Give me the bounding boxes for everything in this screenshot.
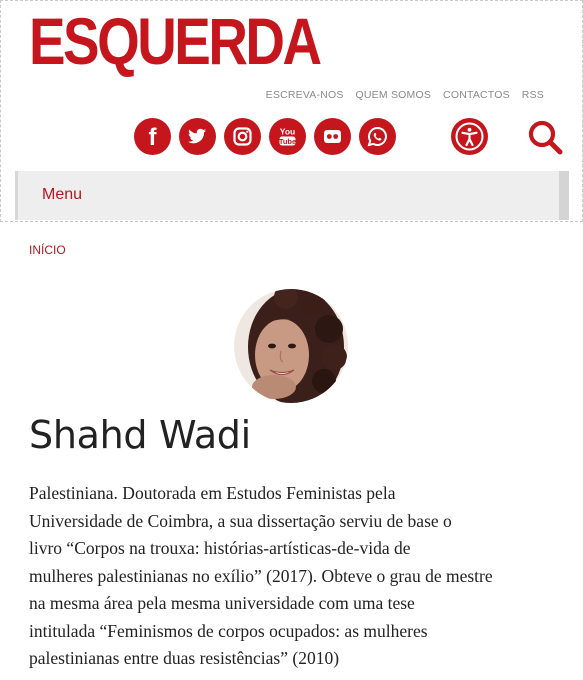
bio-line: Universidade de Coimbra, a sua dissertação serviu de base o [29, 510, 452, 531]
facebook-icon[interactable] [134, 118, 171, 155]
bio-line: palestinianas entre duas resistências” (2010) [29, 648, 340, 668]
youtube-icon[interactable] [269, 118, 306, 155]
search-icon[interactable] [525, 117, 565, 157]
bio-line: livro “Corpos na trouxa: histórias-artísticas-de-vida de [29, 538, 411, 558]
author-name: Shahd Wadi [29, 413, 251, 457]
bio-line: na mesma área pela mesma universidade com uma tese [29, 593, 415, 613]
svg-text:f: f [148, 124, 157, 151]
twitter-icon[interactable] [179, 118, 216, 155]
author-bio [29, 480, 549, 673]
site-header [0, 0, 583, 222]
whatsapp-icon[interactable] [359, 118, 396, 155]
accessibility-icon[interactable] [451, 118, 488, 155]
top-link-quem-somos[interactable]: QUEM SOMOS [355, 89, 432, 101]
instagram-icon[interactable] [224, 118, 261, 155]
top-links [266, 89, 544, 101]
top-link-escreva-nos[interactable]: ESCREVA-NOS [265, 89, 344, 101]
menu-label[interactable]: Menu [42, 186, 83, 203]
menu-bar[interactable] [15, 171, 569, 220]
bio-line: mulheres palestinianas no exílio” (2017). Obteve o grau de mestre [29, 565, 493, 586]
breadcrumb-home[interactable]: INÍCIO [29, 243, 66, 257]
flickr-icon[interactable] [314, 118, 351, 155]
author-avatar [234, 289, 348, 403]
youtube-label-tube: Tube [278, 136, 297, 146]
top-link-contactos[interactable]: CONTACTOS [443, 89, 510, 101]
top-link-rss[interactable]: RSS [521, 89, 544, 101]
youtube-label-you: You [279, 126, 296, 137]
bio-line: intitulada “Feminismos de corpos ocupados: as mulheres [29, 620, 428, 641]
bio-line: Palestiniana. Doutorada em Estudos Feministas pela [29, 483, 396, 503]
social-links [134, 118, 396, 155]
site-logo[interactable]: ESQUERDA [29, 4, 320, 78]
